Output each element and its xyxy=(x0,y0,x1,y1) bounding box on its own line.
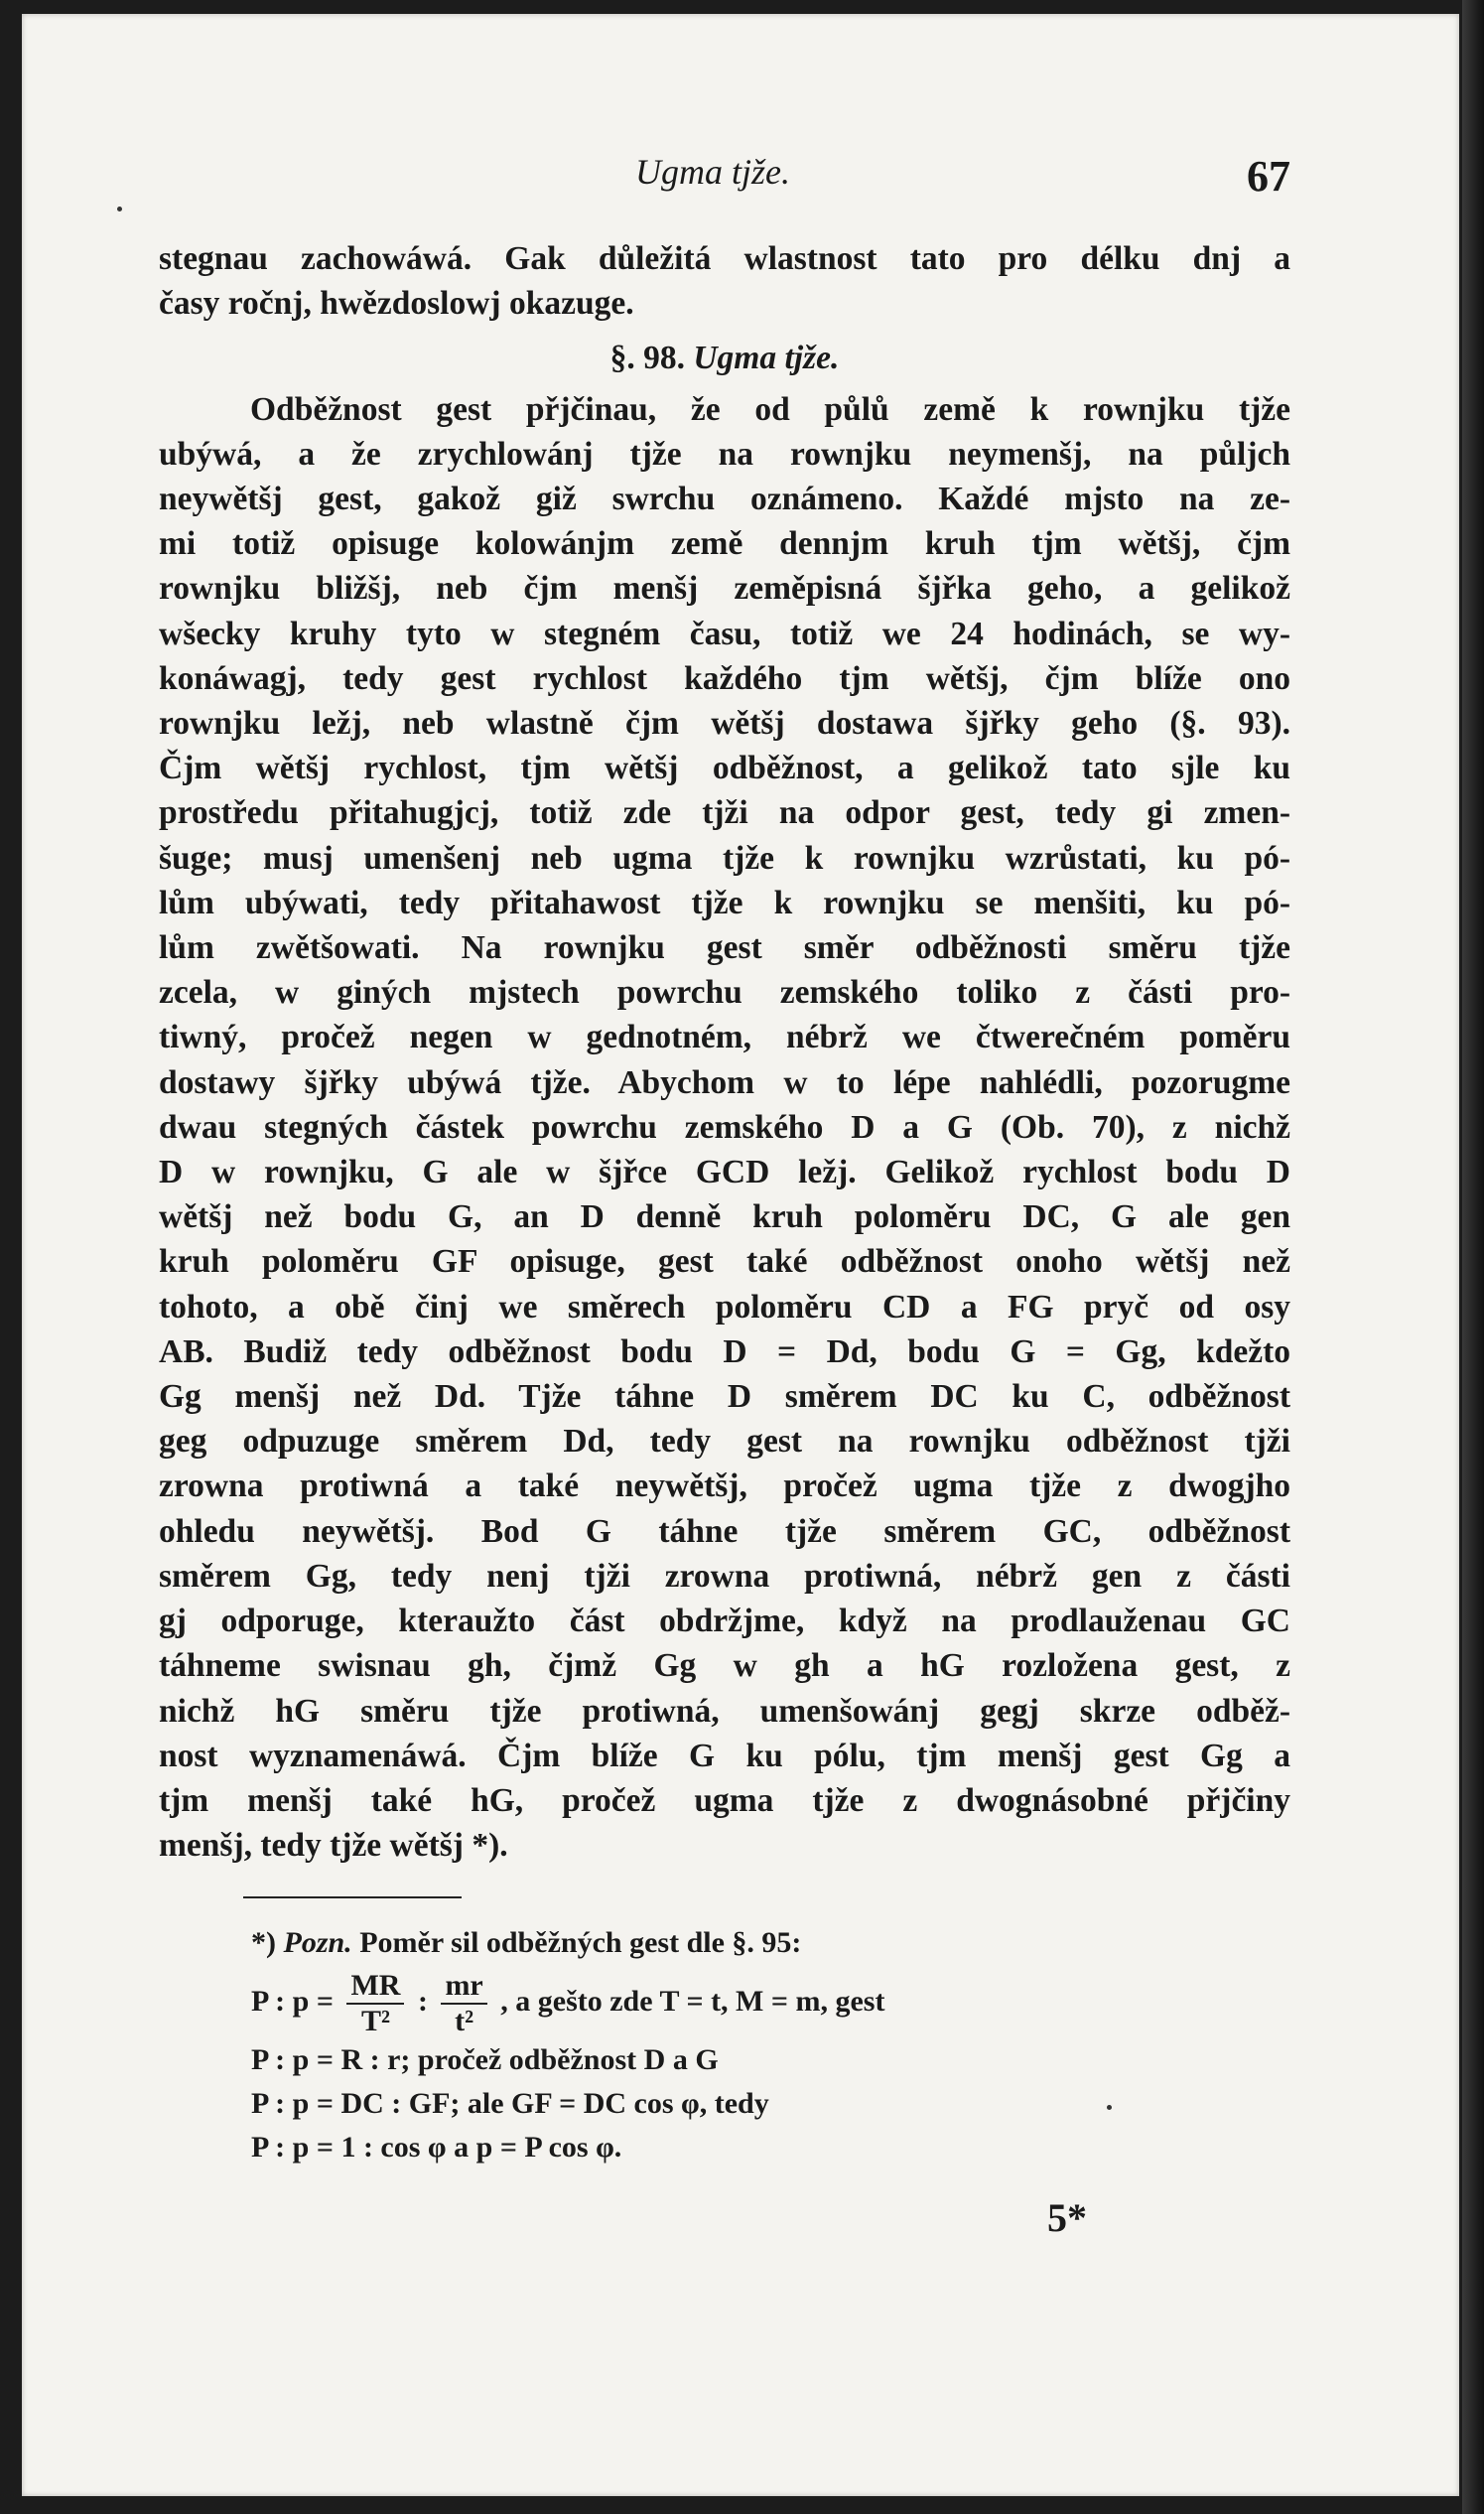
text-line: prostředu přitahugjcj, totiž zde tjži na odpor gest, tedy gi zmen- xyxy=(159,794,1290,832)
footnote-intro: Poměr sil odběžných gest dle §. 95: xyxy=(359,1926,802,1959)
text-line: wšecky kruhy tyto w stegném času, totiž we 24 hodinách, se wy- xyxy=(159,615,1290,652)
signature-mark: 5* xyxy=(1047,2195,1087,2240)
equation-line-3: P : p = DC : GF; ale GF = DC cos φ, tedy xyxy=(251,2087,769,2120)
paragraph xyxy=(159,387,1290,1869)
text-line: zrowna protiwná a také neywětšj, pročež ugma tjže z dwogjho xyxy=(159,1467,1290,1505)
text-line: rownjku ležj, neb wlastně čjm wětšj dostawa šjřky geho (§. 93). xyxy=(159,705,1290,743)
text-line: ohledu neywětšj. Bod G táhne tjže směrem GC, odběžnost xyxy=(159,1512,1290,1550)
scan-speck xyxy=(1107,2105,1112,2110)
fraction-2-numerator: mr xyxy=(441,1969,486,2005)
text-line: gj odporuge, kteraužto část obdržjme, když na prodlauženau GC xyxy=(159,1603,1290,1640)
fraction-1-denominator: T² xyxy=(360,2005,390,2037)
eq1-right: , a gešto zde T = t, M = m, gest xyxy=(500,1984,885,2018)
text-line: kruh poloměru GF opisuge, gest také odběžnost onoho wětšj než xyxy=(159,1243,1290,1281)
scan-speck xyxy=(117,207,122,211)
footnote xyxy=(251,1921,1145,2169)
equation-line-4: P : p = 1 : cos φ a p = P cos φ. xyxy=(251,2131,622,2164)
text-line: wětšj než bodu G, an D denně kruh poloměru DC, G ale gen xyxy=(159,1198,1290,1236)
text-line: dwau stegných částek powrchu zemského D a G (Ob. 70), z nichž xyxy=(159,1108,1290,1146)
text-line: geg odpuzuge směrem Dd, tedy gest na rownjku odběžnost tjži xyxy=(159,1423,1290,1461)
section-heading xyxy=(159,336,1290,380)
text-line: stegnau zachowáwá. Gak důležitá wlastnost tato pro délku dnj a xyxy=(159,240,1290,277)
text-line: Odběžnost gest přjčinau, že od půlů země k rownjku tjže xyxy=(250,390,1290,428)
text-line: lům ubýwati, tedy přitahawost tjže k rownjku se menšiti, ku pó- xyxy=(159,884,1290,921)
text-line: tiwný, pročež negen w gednotném, nébrž we čtwerečném poměru xyxy=(159,1019,1290,1056)
text-line: tohoto, a obě činj we směrech poloměru CD a FG pryč od osy xyxy=(159,1288,1290,1326)
page-header xyxy=(159,151,1290,210)
page-body xyxy=(159,236,1290,1868)
eq1-colon: : xyxy=(417,1984,428,2018)
footnote-label: Pozn. xyxy=(283,1926,352,1959)
footnote-rule xyxy=(243,1896,462,1898)
text-line: konáwagj, tedy gest rychlost každého tjm wětšj, čjm blíže ono xyxy=(159,659,1290,697)
text-line: lům zwětšowati. Na rownjku gest směr odběžnosti směru tjže xyxy=(159,929,1290,967)
text-line: D w rownjku, G ale w šjřce GCD ležj. Gelikož rychlost bodu D xyxy=(159,1154,1290,1191)
text-line: šuge; musj umenšenj neb ugma tjže k rownjku wzrůstati, ku pó- xyxy=(159,839,1290,877)
text-line: směrem Gg, tedy nenj tjži zrowna protiwná, nébrž gen z části xyxy=(159,1557,1290,1595)
fraction-2 xyxy=(441,1969,486,2038)
page-number: 67 xyxy=(1247,152,1290,201)
text-line: AB. Budiž tedy odběžnost bodu D = Dd, bodu G = Gg, kdežto xyxy=(159,1332,1290,1370)
eq1-left: P : p = xyxy=(251,1984,334,2018)
text-line: neywětšj gest, gakož giž swrchu oznámeno. Každé mjsto na ze- xyxy=(159,481,1290,518)
text-line: menšj, tedy tjže wětšj *). xyxy=(159,1827,508,1865)
section-title: Ugma tjže. xyxy=(693,340,840,377)
text-line: tjm menšj také hG, pročež ugma tjže z dwognásobné přjčiny xyxy=(159,1781,1290,1819)
section-number: §. 98. xyxy=(609,340,685,377)
text-line: ubýwá, a že zrychlowánj tjže na rownjku neymenšj, na půljch xyxy=(159,435,1290,473)
fraction-1 xyxy=(346,1969,404,2038)
footnote-intro-line xyxy=(251,1921,1145,1965)
text-line: Čjm wětšj rychlost, tjm wětšj odběžnost, a gelikož tato sjle ku xyxy=(159,750,1290,787)
scan-edge xyxy=(1462,0,1484,2514)
text-line: časy ročnj, hwězdoslowj okazuge. xyxy=(159,285,634,323)
text-line: nichž hG směru tjže protiwná, umenšowánj gegj skrze odběž- xyxy=(159,1692,1290,1730)
text-line: nost wyznamenáwá. Čjm blíže G ku pólu, tjm menšj gest Gg a xyxy=(159,1737,1290,1774)
equation-line-1 xyxy=(251,1969,1145,2038)
fraction-1-numerator: MR xyxy=(346,1969,404,2005)
text-line: zcela, w giných mjstech powrchu zemského toliko z části pro- xyxy=(159,974,1290,1012)
text-line: táhneme swisnau gh, čjmž Gg w gh a hG rozložena gest, z xyxy=(159,1647,1290,1685)
equation-line-2: P : p = R : r; pročež odběžnost D a G xyxy=(251,2043,719,2076)
text-line: Gg menšj než Dd. Tjže táhne D směrem DC ku C, odběžnost xyxy=(159,1378,1290,1416)
text-line: mi totiž opisuge kolowánjm země dennjm kruh tjm wětšj, čjm xyxy=(159,525,1290,563)
running-title: Ugma tjže. xyxy=(635,152,790,192)
text-line: dostawy šjřky ubýwá tjže. Abychom w to lépe nahlédli, pozorugme xyxy=(159,1063,1290,1101)
footnote-mark: *) xyxy=(251,1926,276,1959)
fraction-2-denominator: t² xyxy=(455,2005,474,2037)
text-line: rownjku bližšj, neb čjm menšj zeměpisná šjřka geho, a gelikož xyxy=(159,570,1290,608)
